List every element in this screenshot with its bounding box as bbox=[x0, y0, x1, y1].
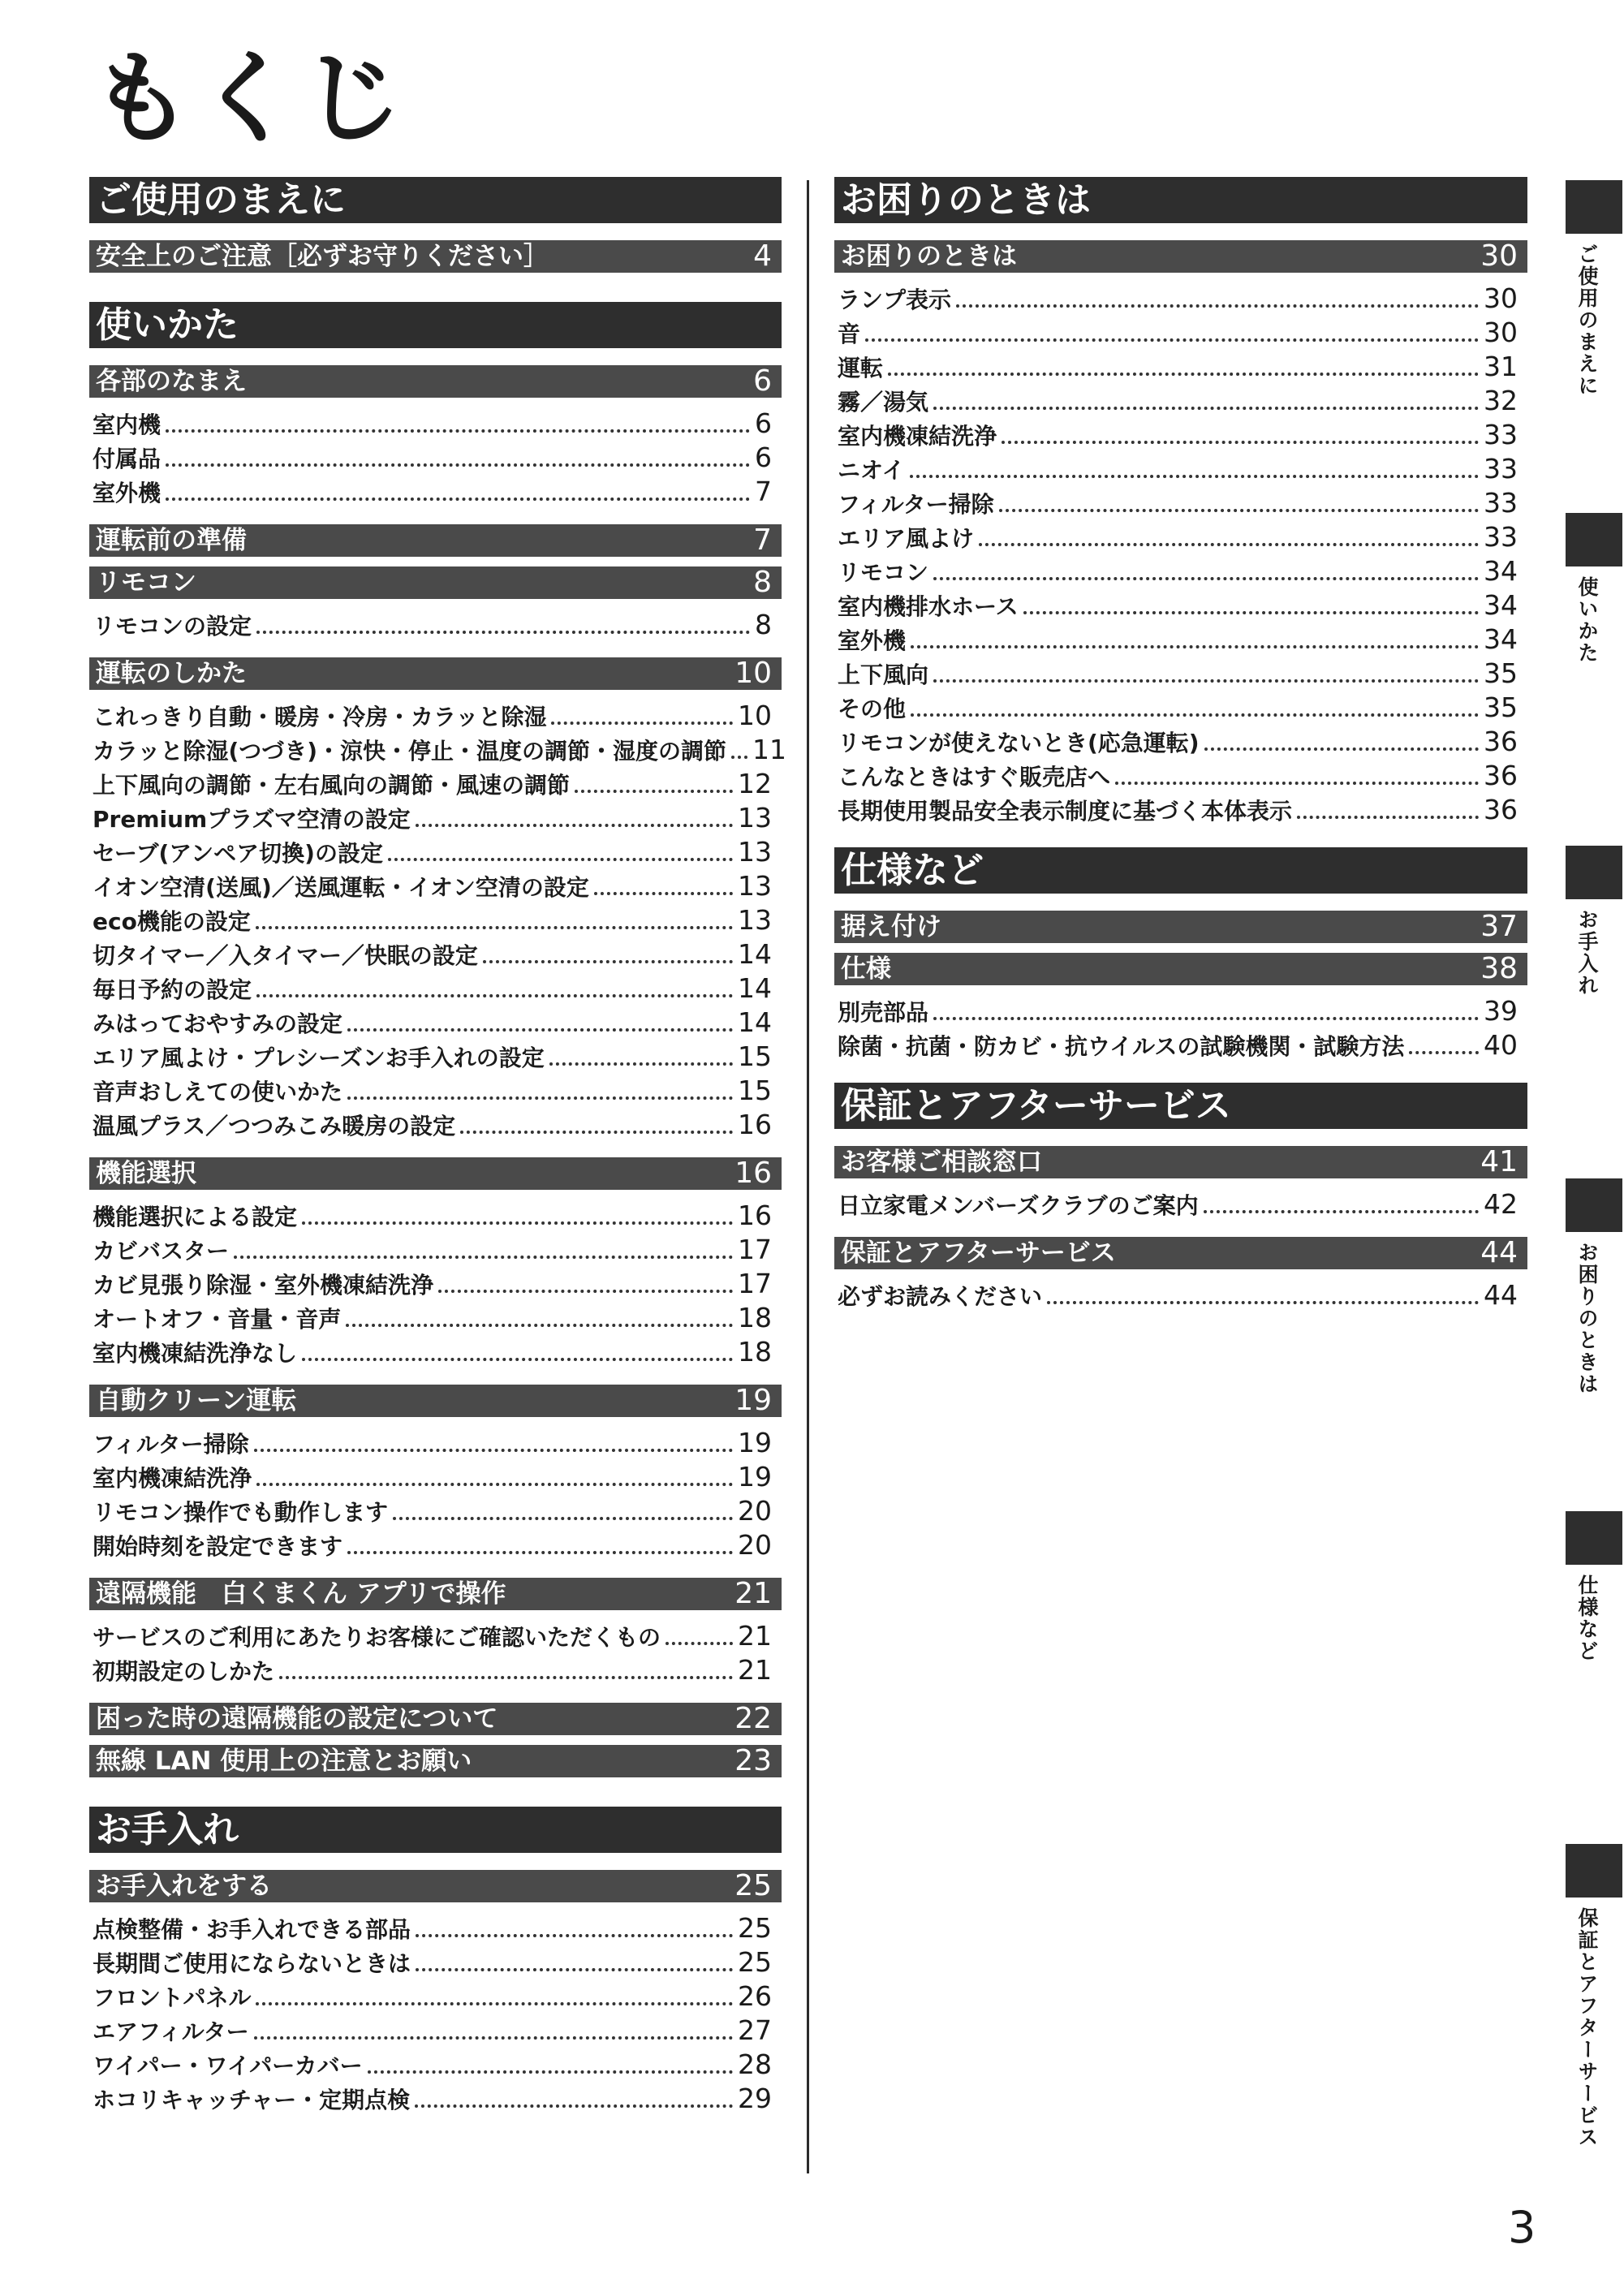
subsection-heading[interactable]: 安全上のご注意［必ずお守りください］ 4 bbox=[89, 240, 782, 273]
toc-entry[interactable]: 長期間ご使用にならないときは 25 bbox=[93, 1946, 772, 1978]
subsection-heading[interactable]: 運転前の準備 7 bbox=[89, 524, 782, 557]
toc-entry[interactable]: 毎日予約の設定 14 bbox=[93, 972, 772, 1004]
toc-entry[interactable]: 別売部品 39 bbox=[838, 995, 1518, 1027]
side-tab[interactable]: お手入れ bbox=[1566, 846, 1601, 997]
side-tab-marker bbox=[1566, 513, 1622, 566]
side-tab[interactable]: 仕様など bbox=[1566, 1511, 1601, 1662]
toc-entry[interactable]: リモコンが使えないとき(応急運転) 36 bbox=[838, 726, 1518, 757]
subsection-heading[interactable]: 自動クリーン運転 19 bbox=[89, 1385, 782, 1417]
toc-entry[interactable]: サービスのご利用にあたりお客様にご確認いただくもの 21 bbox=[93, 1620, 772, 1652]
side-tab-marker bbox=[1566, 1511, 1622, 1565]
toc-entry[interactable]: 付属品 6 bbox=[93, 442, 772, 473]
section-heading: 仕様など bbox=[834, 847, 1527, 894]
subsection-heading[interactable]: 遠隔機能 白くまくん アプリで操作 21 bbox=[89, 1578, 782, 1610]
toc-entry[interactable]: 室内機凍結洗浄なし 18 bbox=[93, 1336, 772, 1368]
toc-entry[interactable]: 室外機 34 bbox=[838, 623, 1518, 655]
subsection-heading[interactable]: 各部のなまえ 6 bbox=[89, 365, 782, 398]
section-heading: ご使用のまえに bbox=[89, 177, 782, 223]
side-tab[interactable]: ご使用のまえに bbox=[1566, 180, 1601, 397]
side-tab-marker bbox=[1566, 1844, 1622, 1898]
toc-entry[interactable]: eco機能の設定 13 bbox=[93, 904, 772, 936]
toc-entry[interactable]: ワイパー・ワイパーカバー 28 bbox=[93, 2048, 772, 2080]
toc-entry[interactable]: エリア風よけ 33 bbox=[838, 521, 1518, 553]
toc-entry[interactable]: カビバスター 17 bbox=[93, 1234, 772, 1265]
toc-entry[interactable]: オートオフ・音量・音声 18 bbox=[93, 1302, 772, 1333]
toc-entry[interactable]: ランプ表示 30 bbox=[838, 282, 1518, 314]
subsection-heading[interactable]: お手入れをする 25 bbox=[89, 1870, 782, 1902]
toc-entry[interactable]: 上下風向 35 bbox=[838, 657, 1518, 689]
toc-entry[interactable]: 運転 31 bbox=[838, 351, 1518, 382]
toc-entry[interactable]: セーブ(アンペア切換)の設定 13 bbox=[93, 836, 772, 868]
toc-entry[interactable]: 室内機 6 bbox=[93, 407, 772, 439]
side-tab-marker bbox=[1566, 1178, 1622, 1232]
toc-entry[interactable]: 温風プラス／つつみこみ暖房の設定 16 bbox=[93, 1109, 772, 1140]
toc-entry[interactable]: Premiumプラズマ空清の設定 13 bbox=[93, 802, 772, 834]
subsection-heading[interactable]: リモコン 8 bbox=[89, 566, 782, 599]
toc-entry[interactable]: 初期設定のしかた 21 bbox=[93, 1654, 772, 1686]
page-number: 3 bbox=[1508, 2202, 1536, 2253]
subsection-heading[interactable]: 困った時の遠隔機能の設定について 22 bbox=[89, 1703, 782, 1735]
toc-entry[interactable]: ニオイ 33 bbox=[838, 453, 1518, 485]
toc-entry[interactable]: エアフィルター 27 bbox=[93, 2014, 772, 2046]
section-heading: お手入れ bbox=[89, 1807, 782, 1853]
subsection-heading[interactable]: お困りのときは 30 bbox=[834, 240, 1527, 273]
toc-entry[interactable]: これっきり自動・暖房・冷房・カラッと除湿 10 bbox=[93, 700, 772, 731]
toc-entry[interactable]: 必ずお読みください 44 bbox=[838, 1279, 1518, 1311]
subsection-heading[interactable]: 保証とアフターサービス 44 bbox=[834, 1237, 1527, 1269]
side-tab[interactable]: 保証とアフターサービス bbox=[1566, 1844, 1601, 2148]
toc-entry[interactable]: フィルター掃除 33 bbox=[838, 487, 1518, 519]
toc-entry[interactable]: 室内機排水ホース 34 bbox=[838, 589, 1518, 621]
toc-entry[interactable]: カビ見張り除湿・室外機凍結洗浄 17 bbox=[93, 1268, 772, 1299]
toc-entry[interactable]: 霧／湯気 32 bbox=[838, 385, 1518, 416]
toc-right-column bbox=[834, 177, 1527, 1313]
column-divider bbox=[807, 180, 809, 2173]
subsection-heading[interactable]: 仕様 38 bbox=[834, 953, 1527, 985]
toc-entry[interactable]: イオン空清(送風)／送風運転・イオン空清の設定 13 bbox=[93, 870, 772, 902]
toc-entry[interactable]: フロントパネル 26 bbox=[93, 1980, 772, 2012]
toc-entry[interactable]: 音 30 bbox=[838, 317, 1518, 348]
toc-entry[interactable]: 音声おしえての使いかた 15 bbox=[93, 1075, 772, 1106]
section-heading: お困りのときは bbox=[834, 177, 1527, 223]
toc-entry[interactable]: エリア風よけ・プレシーズンお手入れの設定 15 bbox=[93, 1040, 772, 1072]
toc-entry[interactable]: みはっておやすみの設定 14 bbox=[93, 1006, 772, 1038]
toc-entry[interactable]: 室内機凍結洗浄 19 bbox=[93, 1461, 772, 1493]
toc-entry[interactable]: リモコンの設定 8 bbox=[93, 609, 772, 640]
toc-entry[interactable]: 室内機凍結洗浄 33 bbox=[838, 419, 1518, 450]
subsection-heading[interactable]: お客様ご相談窓口 41 bbox=[834, 1146, 1527, 1178]
toc-entry[interactable]: ホコリキャッチャー・定期点検 29 bbox=[93, 2083, 772, 2114]
toc-entry[interactable]: カラッと除湿(つづき)・涼快・停止・温度の調節・湿度の調節 11 bbox=[93, 734, 787, 765]
toc-entry[interactable]: 長期使用製品安全表示制度に基づく本体表示 36 bbox=[838, 794, 1518, 825]
toc-entry[interactable]: リモコン操作でも動作します 20 bbox=[93, 1495, 772, 1527]
subsection-heading[interactable]: 運転のしかた 10 bbox=[89, 657, 782, 690]
toc-entry[interactable]: 除菌・抗菌・防カビ・抗ウイルスの試験機関・試験方法 40 bbox=[838, 1029, 1518, 1061]
toc-entry[interactable]: 機能選択による設定 16 bbox=[93, 1200, 772, 1231]
side-tab-marker bbox=[1566, 180, 1622, 234]
toc-entry[interactable]: 日立家電メンバーズクラブのご案内 42 bbox=[838, 1188, 1518, 1220]
subsection-heading[interactable]: 無線 LAN 使用上の注意とお願い 23 bbox=[89, 1745, 782, 1777]
section-heading: 保証とアフターサービス bbox=[834, 1083, 1527, 1129]
subsection-heading[interactable]: 機能選択 16 bbox=[89, 1157, 782, 1190]
toc-entry[interactable]: 点検整備・お手入れできる部品 25 bbox=[93, 1912, 772, 1944]
subsection-heading[interactable]: 据え付け 37 bbox=[834, 911, 1527, 943]
toc-entry[interactable]: 開始時刻を設定できます 20 bbox=[93, 1529, 772, 1561]
toc-entry[interactable]: 切タイマー／入タイマー／快眠の設定 14 bbox=[93, 938, 772, 970]
side-tab[interactable]: お困りのときは bbox=[1566, 1178, 1601, 1395]
page-title: もくじ bbox=[91, 41, 408, 157]
toc-entry[interactable]: 上下風向の調節・左右風向の調節・風速の調節 12 bbox=[93, 768, 772, 799]
toc-entry[interactable]: こんなときはすぐ販売店へ 36 bbox=[838, 760, 1518, 791]
toc-left-column bbox=[89, 177, 787, 2117]
toc-entry[interactable]: リモコン 34 bbox=[838, 555, 1518, 587]
section-heading: 使いかた bbox=[89, 302, 782, 348]
side-tab-marker bbox=[1566, 846, 1622, 899]
toc-entry[interactable]: その他 35 bbox=[838, 691, 1518, 723]
toc-entry[interactable]: フィルター掃除 19 bbox=[93, 1427, 772, 1458]
toc-entry[interactable]: 室外機 7 bbox=[93, 476, 772, 507]
side-tab[interactable]: 使いかた bbox=[1566, 513, 1601, 664]
